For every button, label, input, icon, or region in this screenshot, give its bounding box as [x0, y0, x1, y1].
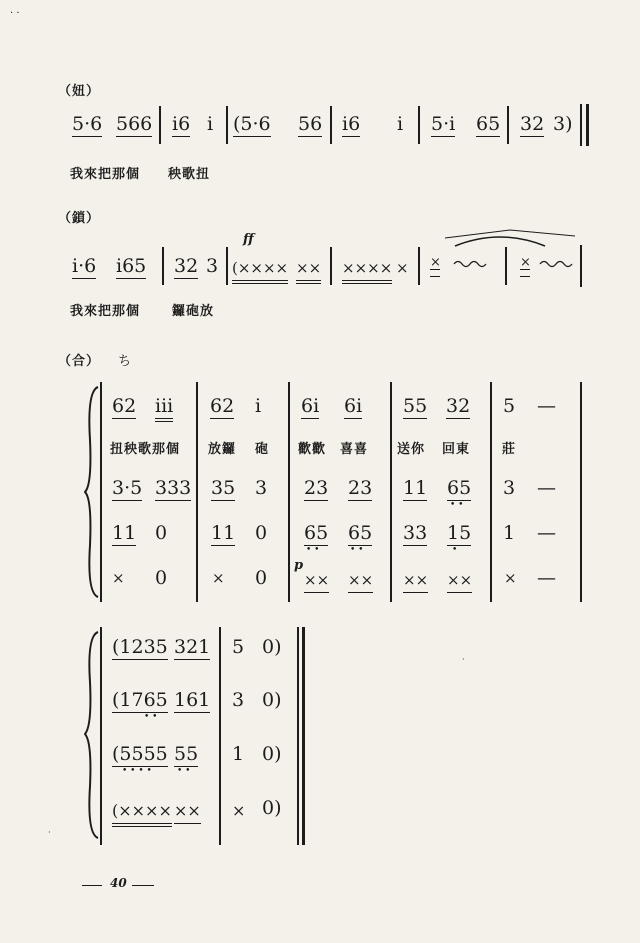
role-label-niu: （妞）: [58, 84, 101, 99]
note: 3: [206, 255, 219, 277]
lyric: 歡歡: [298, 442, 327, 457]
note: 333: [155, 477, 192, 499]
note: 56: [298, 113, 323, 135]
note: 11: [112, 522, 137, 544]
final-barline: [586, 104, 589, 146]
tremolo-mark: [430, 269, 440, 277]
low-octave-dot: • •: [177, 766, 191, 776]
final-barline: [297, 627, 299, 845]
note: 32: [174, 255, 199, 277]
note: —: [537, 522, 556, 544]
barline: [288, 382, 290, 602]
page-number: 40: [110, 876, 127, 890]
lyric: 扭秧歌那個: [110, 442, 181, 457]
note: 0): [262, 636, 282, 658]
page-speck: ·: [462, 655, 465, 664]
barline: [159, 106, 161, 144]
note: —: [537, 477, 556, 499]
note: 35: [211, 477, 236, 499]
system-brace: [84, 630, 100, 840]
low-octave-dot: • • • •: [122, 766, 152, 776]
barline: [490, 382, 492, 602]
role-label-he: （合）: [58, 354, 101, 369]
dynamic-marking: p: [294, 558, 304, 573]
note: 321: [174, 636, 211, 658]
page-number-rule-left: [82, 885, 102, 886]
note: 65: [476, 113, 501, 135]
note: ×: [520, 255, 531, 270]
note: 6i: [344, 395, 363, 417]
note: i·6: [72, 255, 97, 277]
note: 32: [520, 113, 545, 135]
lyric-line: 我來把那個: [70, 304, 141, 319]
final-barline: [580, 245, 582, 287]
trill-wave: [538, 258, 578, 268]
note: 5·6: [72, 113, 103, 135]
lyric: 砲: [255, 442, 270, 457]
note: (××××: [112, 800, 172, 827]
page-number-rule-right: [132, 885, 154, 886]
barline: [507, 106, 509, 144]
note: i: [255, 395, 262, 417]
note: 0): [262, 797, 282, 819]
note: ×: [112, 569, 125, 587]
note: 6i: [301, 395, 320, 417]
cue-mark: ち: [118, 354, 133, 369]
barline: [162, 247, 164, 285]
note: i6: [342, 113, 361, 135]
note: 3: [503, 477, 516, 499]
note: ×: [504, 569, 517, 587]
note: 3: [255, 477, 268, 499]
note: 65: [348, 522, 373, 544]
note: ××: [304, 569, 329, 593]
note: 32: [446, 395, 471, 417]
system-left-line: [100, 627, 102, 845]
barline: [330, 247, 332, 285]
note: 0: [155, 567, 168, 589]
note: ××: [403, 569, 428, 593]
note: 566: [116, 113, 153, 135]
note: 0): [262, 689, 282, 711]
note: 3·5: [112, 477, 143, 499]
note: (5·6: [233, 113, 271, 135]
note: 3): [553, 113, 573, 135]
note: ×: [396, 259, 409, 277]
note: (5555: [112, 743, 168, 765]
system-left-line: [100, 382, 102, 602]
lyric: 放鑼: [208, 442, 237, 457]
note: 55: [403, 395, 428, 417]
note: 33: [403, 522, 428, 544]
note: ×: [430, 255, 441, 270]
note: 5: [503, 395, 516, 417]
note: 1: [232, 743, 245, 765]
barline: [226, 247, 228, 285]
barline: [196, 382, 198, 602]
note: 55: [174, 743, 199, 765]
barline: [219, 627, 221, 845]
note: i: [397, 113, 404, 135]
lyric: 送你: [397, 442, 426, 457]
note: 62: [112, 395, 137, 417]
barline: [418, 247, 420, 285]
note: ××: [348, 569, 373, 593]
note: iii: [155, 395, 173, 422]
note: —: [537, 395, 556, 417]
barline: [226, 106, 228, 144]
system-brace: [84, 385, 100, 600]
note: (1235: [112, 636, 168, 658]
low-octave-dot: • •: [350, 545, 364, 555]
final-barline: [580, 104, 582, 146]
note: 5·i: [431, 113, 456, 135]
note: 65: [304, 522, 329, 544]
low-octave-dot: • •: [450, 500, 464, 510]
note: 23: [348, 477, 373, 499]
page-speck: · ·: [10, 8, 20, 19]
lyric-line: 鑼砲放: [172, 304, 215, 319]
note: ×: [212, 569, 225, 587]
role-label-suo: （鎖）: [58, 211, 101, 226]
note: 5: [232, 636, 245, 658]
note: 0: [255, 567, 268, 589]
page-speck: ·: [48, 828, 51, 837]
note: —: [537, 567, 556, 589]
note: ×: [232, 801, 246, 820]
note: 11: [211, 522, 236, 544]
note: ××: [447, 569, 472, 593]
note: 1: [503, 522, 516, 544]
lyric: 喜喜: [340, 442, 369, 457]
note: i65: [116, 255, 147, 277]
low-octave-dot: • •: [144, 712, 158, 722]
lyric: 莊: [502, 442, 517, 457]
final-barline: [580, 382, 582, 602]
note: 11: [403, 477, 428, 499]
note: 161: [174, 689, 211, 711]
lyric-line: 秧歌扭: [168, 167, 211, 182]
note: i: [207, 113, 214, 135]
note: 15: [447, 522, 472, 544]
barline: [390, 382, 392, 602]
note: ××: [296, 257, 321, 284]
note: ××: [174, 800, 201, 824]
barline: [418, 106, 420, 144]
lyric: 回東: [442, 442, 471, 457]
note: 3: [232, 689, 245, 711]
note: i6: [172, 113, 191, 135]
dynamic-marking: ff: [243, 232, 254, 247]
barline: [330, 106, 332, 144]
barline: [505, 247, 507, 285]
note: (1765: [112, 689, 168, 711]
note: 23: [304, 477, 329, 499]
low-octave-dot: •: [452, 545, 458, 555]
lyric-line: 我來把那個: [70, 167, 141, 182]
note: 0: [155, 522, 168, 544]
note: 65: [447, 477, 472, 499]
note: (××××: [232, 257, 288, 284]
final-barline: [302, 627, 305, 845]
note: 0): [262, 743, 282, 765]
trill-wave: [452, 258, 492, 268]
note: 62: [210, 395, 235, 417]
tremolo-mark: [520, 269, 530, 277]
low-octave-dot: • •: [306, 545, 320, 555]
note: ××××: [342, 257, 392, 284]
note: 0: [255, 522, 268, 544]
